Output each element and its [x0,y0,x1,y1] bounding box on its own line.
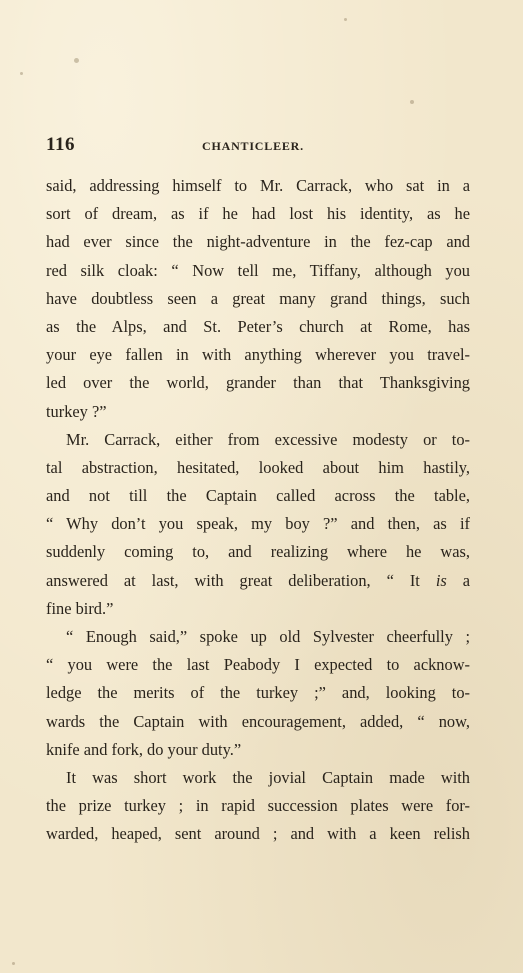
text-line: had ever since the night-adventure in the fez-cap and [46,232,470,252]
text-line: have doubtless seen a great many grand things, such [46,288,470,308]
text-line: your eye fallen in with anything wherever you travel- [46,345,470,365]
page-header [46,134,466,158]
text-segment: a [446,570,471,590]
text-line: knife and fork, do your duty.” [46,739,242,759]
paper-speck [12,962,15,965]
text-line: “ you were the last Peabody I expected to acknow- [46,655,470,675]
text-line: It was short work the jovial Captain made with [66,767,470,787]
text-line: red silk cloak: “ Now tell me, Tiffany, although you [46,260,470,280]
paper-speck [74,58,79,63]
text-line: said, addressing himself to Mr. Carrack, who sat in a [46,176,470,195]
text-line: and not till the Captain called across the table, [46,486,470,506]
text-line: turkey ?” [46,401,107,421]
body-text [46,172,470,849]
italic-word: is [435,570,447,590]
running-head: CHANTICLEER. [202,139,304,153]
text-line: warded, heaped, sent around ; and with a keen relish [46,824,470,844]
paper-speck [344,18,347,21]
text-segment: answered at last, with great deliberation, “ It [46,570,436,590]
text-line: Mr. Carrack, either from excessive modesty or to- [66,429,470,449]
text-line: fine bird.” [46,598,114,618]
text-line: led over the world, grander than that Thanksgiving [46,373,470,393]
text-line: wards the Captain with encouragement, added, “ now, [46,711,470,731]
text-line: as the Alps, and St. Peter’s church at Rome, has [46,316,470,336]
text-line: “ Enough said,” spoke up old Sylvester cheerfully ; [66,627,470,646]
text-line: tal abstraction, hesitated, looked about him hastily, [46,457,470,477]
text-line: suddenly coming to, and realizing where he was, [46,542,470,562]
text-line [46,567,470,595]
text-line: “ Why don’t you speak, my boy ?” and then, as if [46,514,470,534]
page-number: 116 [46,134,75,155]
text-line: ledge the merits of the turkey ;” and, looking to- [46,683,470,703]
paper-speck [20,72,23,75]
text-line: sort of dream, as if he had lost his identity, as he [46,204,470,224]
paper-speck [410,100,414,104]
text-line: the prize turkey ; in rapid succession plates were for- [46,796,470,816]
